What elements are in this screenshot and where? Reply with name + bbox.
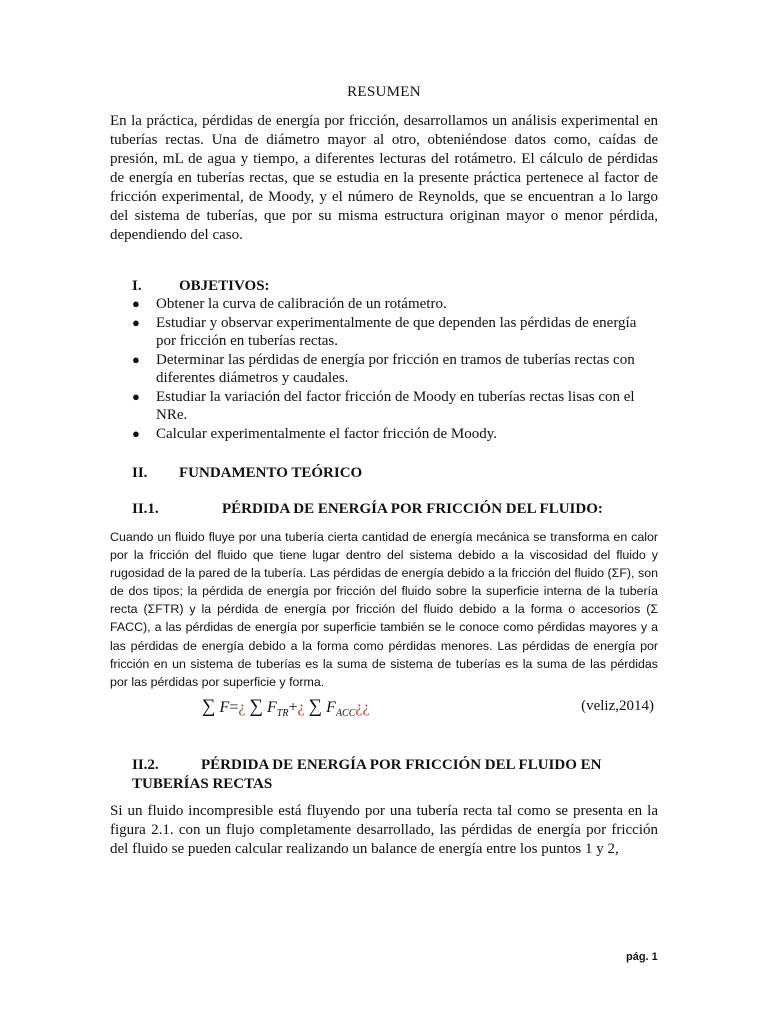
section-title: FUNDAMENTO TEÓRICO [179,465,363,481]
section-2-1-paragraph: Cuando un fluido fluye por una tubería cierta cantidad de energía mecánica se transforma en calor por la fricción del fluido que tiene lugar dentro del sistema debido a la viscosidad del fluido y rugosidad de la pared de la tubería. Las pérdidas de energía debido a la fricción del fluido (ΣF), son de dos tipos; la pérdida de energía por fricción del fluido sobre la superficie interna de la tubería recta (ΣFTR) y la pérdida de energía por fricción del fluido debido a la forma o accesorios (Σ FACC), a las pérdidas de energía por superficie también se le conoce como pérdidas mayores y a las pérdidas de energía debido a la forma como pérdidas menores. Las pérdidas de energía por fricción en un sistema de tuberías es la suma de sistema de tuberías es la suma de las pérdidas por las pérdidas por superficie y forma. [110,530,658,689]
friction-formula: ∑ F=¿ ∑ $F_{TR}+¿$ ∑ $F_{ACC}¿¿$ (veliz,2014) [202,696,654,720]
resumen-paragraph: En la práctica, pérdidas de energía por fricción, desarrollamos un análisis experimental en tuberías rectas. Una de diámetro mayor al otro, obteniéndose datos como, caídas de presión, mL de agua y tiempo, a diferentes lecturas del rotámetro. El cálculo de pérdidas de energía en tuberías rectas, que se estudia en la presente práctica pertenece al factor de fricción experimental, de Moody, y el número de Reynolds, que se encuentran a lo largo del sistema de tuberías, que por su misma estructura originan mayor o menor pérdida, dependiendo del caso. [110,113,658,243]
bullet-icon: ● [132,296,140,311]
section-title: PÉRDIDA DE ENERGÍA POR FRICCIÓN DEL FLUIDO EN TUBERÍAS RECTAS [132,757,602,792]
section-objetivos-heading [132,278,270,295]
resumen-title: RESUMEN [347,84,421,100]
section-number: II. [132,465,148,481]
list-item: ● Determinar las pérdidas de energía por fricción en tramos de tuberías rectas con diferentes diámetros y caudales. [132,351,635,386]
list-item: ● Calcular experimentalmente el factor fricción de Moody. [132,425,497,442]
list-item: ● Obtener la curva de calibración de un rotámetro. [132,296,447,312]
objectives-list [110,295,658,443]
section-2-2-heading [132,756,658,794]
section-number: II.1. [132,501,159,517]
section-fundamento-heading [132,465,362,482]
list-item: ● Estudiar la variación del factor fricción de Moody en tuberías rectas lisas con el NRe. [132,388,635,423]
bullet-icon: ● [132,351,140,367]
section-2-2-paragraph: Si un fluido incompresible está fluyendo por una tubería recta tal como se presenta en la figura 2.1. con un flujo completamente desarrollado, las pérdidas de energía por fricción del fluido se pueden calcular realizando un balance de energía entre los puntos 1 y 2, [110,803,658,857]
section-title: OBJETIVOS: [179,278,270,294]
bullet-icon: ● [132,425,140,441]
formula-citation: (veliz,2014) [581,698,654,714]
bullet-icon: ● [132,388,140,404]
page-number: pág. 1 [626,951,658,963]
list-item: ● Estudiar y observar experimentalmente de que dependen las pérdidas de energía por fricción en tuberías rectas. [132,314,637,349]
section-title: PÉRDIDA DE ENERGÍA POR FRICCIÓN DEL FLUIDO: [222,501,603,517]
section-number: II.2. [132,757,159,773]
section-number: I. [132,278,142,294]
bullet-icon: ● [132,314,140,330]
section-2-1-heading [132,501,603,518]
